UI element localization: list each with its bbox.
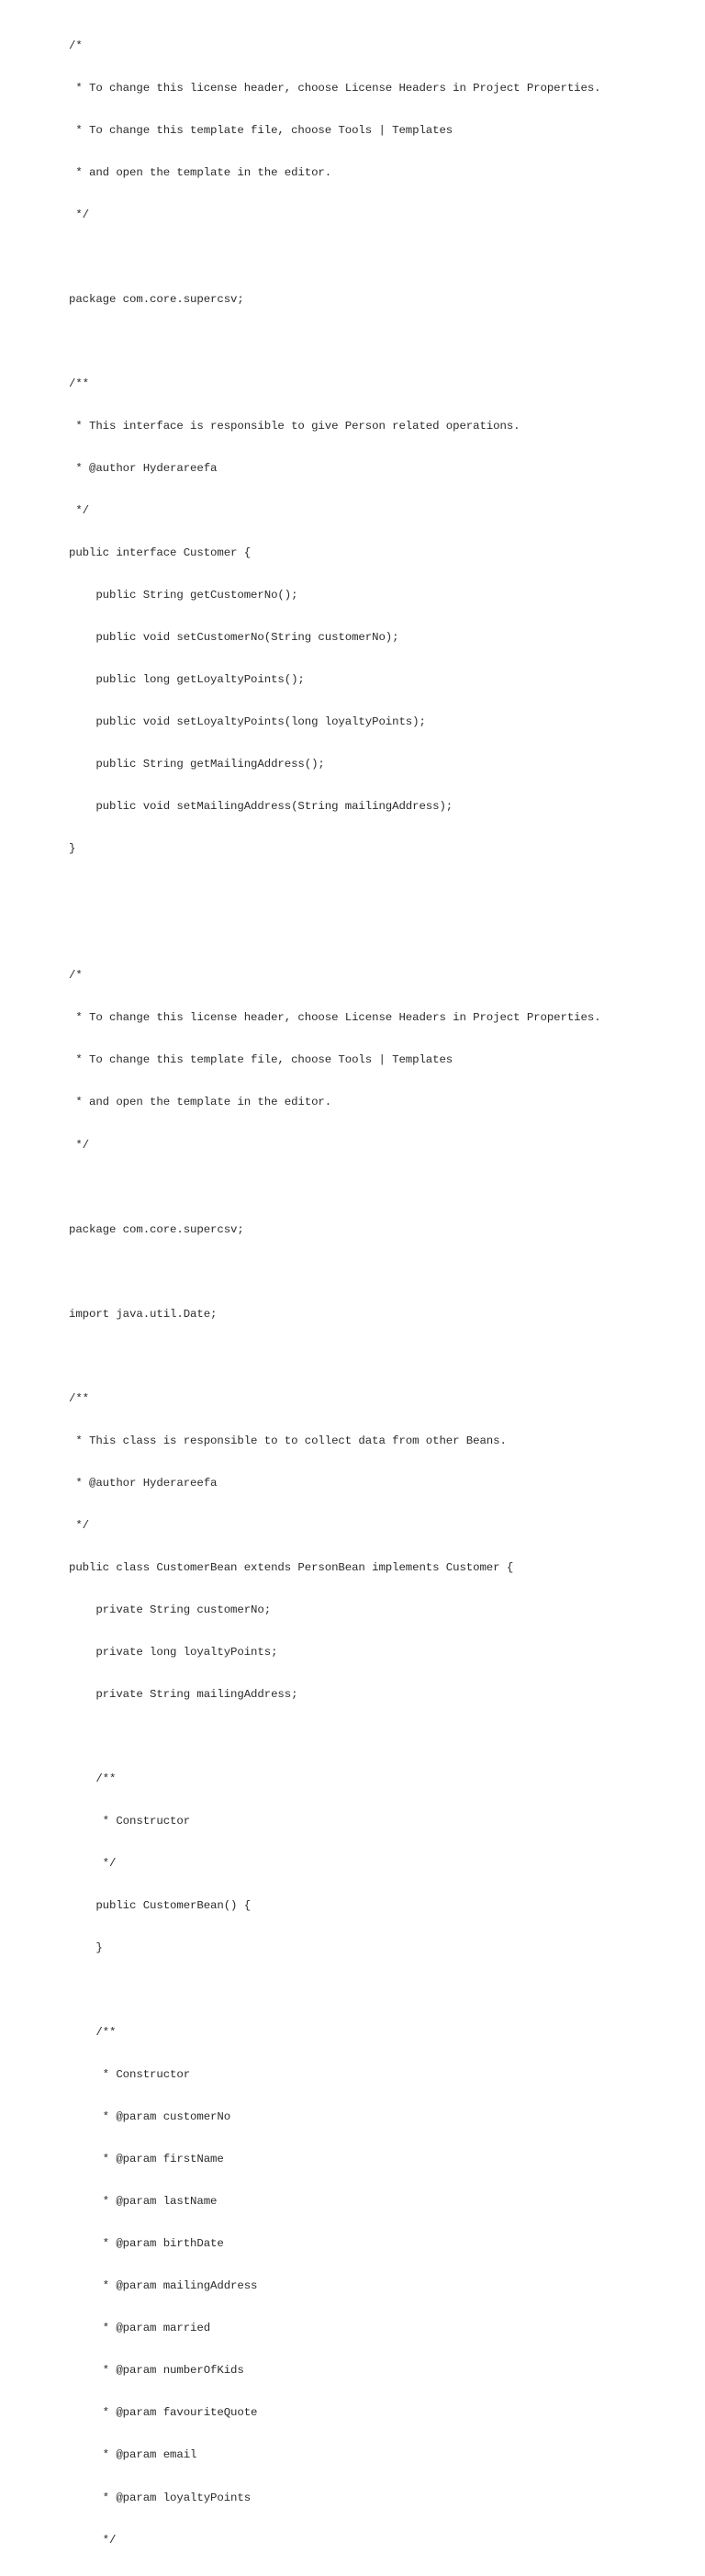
code-line: }	[69, 1941, 103, 1955]
code-line	[69, 927, 601, 940]
code-line	[69, 884, 601, 898]
code-line: * To change this template file, choose Tools | Templates	[69, 123, 453, 137]
code-line: * @param birthDate	[69, 2237, 224, 2251]
code-line: * This interface is responsible to give Person related operations.	[69, 419, 520, 433]
code-line: * and open the template in the editor.	[69, 1096, 332, 1109]
code-line: /**	[69, 1391, 90, 1405]
code-line	[69, 1266, 601, 1279]
code-line: * @param married	[69, 2322, 211, 2335]
code-line	[69, 1730, 601, 1744]
code-line: /*	[69, 39, 83, 52]
code-line: */	[69, 1857, 117, 1871]
code-line: private long loyaltyPoints;	[69, 1645, 278, 1659]
code-line: public String getMailingAddress();	[69, 758, 325, 771]
code-line: */	[69, 504, 90, 518]
code-line: public interface Customer {	[69, 546, 252, 560]
code-line: package com.core.supercsv;	[69, 1222, 244, 1236]
code-line: package com.core.supercsv;	[69, 292, 244, 306]
code-line: * This class is responsible to to collect data from other Beans.	[69, 1434, 507, 1447]
code-line: public String getCustomerNo();	[69, 589, 298, 602]
code-line: * @param firstName	[69, 2153, 224, 2166]
code-line: * @param favouriteQuote	[69, 2406, 258, 2420]
code-line	[69, 1181, 601, 1195]
code-line: * To change this license header, choose License Headers in Project Properties.	[69, 81, 601, 95]
code-line: * @author Hyderareefa	[69, 1476, 218, 1490]
code-line: * Constructor	[69, 1815, 191, 1828]
code-line: * @param mailingAddress	[69, 2279, 258, 2293]
code-line: * @author Hyderareefa	[69, 462, 218, 475]
code-line: */	[69, 208, 90, 221]
code-line: * To change this template file, choose Tools | Templates	[69, 1053, 453, 1067]
source-code-listing	[69, 11, 601, 2576]
code-line: public class CustomerBean extends PersonBean implements Customer {	[69, 1560, 514, 1574]
code-line: private String customerNo;	[69, 1603, 272, 1616]
code-line: public void setCustomerNo(String customerNo);	[69, 631, 399, 645]
code-line: */	[69, 1518, 90, 1532]
code-line: * @param loyaltyPoints	[69, 2491, 252, 2504]
code-line: * To change this license header, choose License Headers in Project Properties.	[69, 1011, 601, 1025]
code-line: }	[69, 842, 76, 856]
code-line: */	[69, 2533, 117, 2547]
code-line: /*	[69, 969, 83, 983]
code-line: * @param lastName	[69, 2195, 218, 2209]
code-line: public void setMailingAddress(String mailingAddress);	[69, 800, 453, 814]
code-line: public CustomerBean() {	[69, 1899, 252, 1913]
code-line: public void setLoyaltyPoints(long loyaltyPoints);	[69, 715, 426, 729]
code-line: public long getLoyaltyPoints();	[69, 673, 305, 687]
code-line: * and open the template in the editor.	[69, 165, 332, 179]
code-line: /**	[69, 1772, 117, 1785]
code-line: */	[69, 1138, 90, 1152]
code-line	[69, 251, 601, 264]
code-line: private String mailingAddress;	[69, 1687, 298, 1701]
code-line: * Constructor	[69, 2068, 191, 2082]
code-line: * @param email	[69, 2448, 197, 2462]
code-line: * @param numberOfKids	[69, 2364, 244, 2378]
code-line	[69, 1984, 601, 1997]
code-line: /**	[69, 377, 90, 390]
code-line: /**	[69, 2026, 117, 2040]
code-line	[69, 335, 601, 349]
code-line: * @param customerNo	[69, 2110, 231, 2124]
code-line	[69, 1350, 601, 1364]
code-line: import java.util.Date;	[69, 1307, 218, 1321]
